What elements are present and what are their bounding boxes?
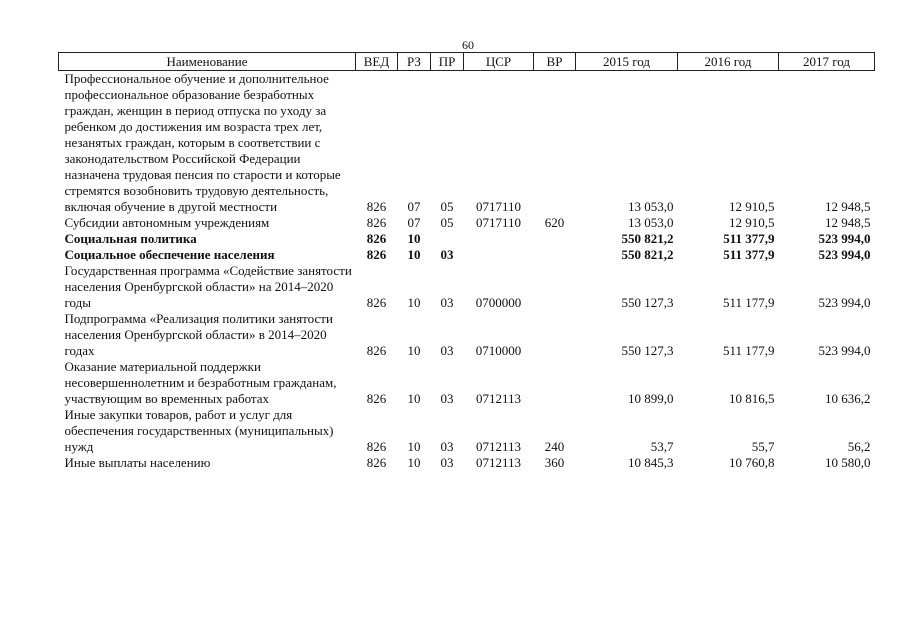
col-header-csr: ЦСР xyxy=(464,53,534,71)
row-ved: 826 xyxy=(366,295,387,310)
row-value-2016: 10 760,8 xyxy=(729,455,775,470)
row-value-2015: 550 127,3 xyxy=(621,295,674,310)
row-ved: 826 xyxy=(366,391,387,406)
row-rz: 10 xyxy=(407,343,421,358)
table-row xyxy=(59,215,875,231)
row-value-2017: 523 994,0 xyxy=(818,295,871,310)
row-csr: 0717110 xyxy=(475,215,522,230)
row-ved: 826 xyxy=(366,343,387,358)
row-vr: 620 xyxy=(544,215,565,230)
row-value-2015: 550 821,2 xyxy=(621,247,674,262)
row-value-2016: 511 377,9 xyxy=(723,231,775,246)
row-pr: 03 xyxy=(440,391,454,406)
row-vr xyxy=(534,263,576,311)
row-value-2016: 12 910,5 xyxy=(729,215,775,230)
row-value-2016: 511 377,9 xyxy=(723,247,775,262)
col-header-rz: РЗ xyxy=(398,53,431,71)
row-vr xyxy=(534,247,576,263)
row-value-2016: 511 177,9 xyxy=(722,295,775,310)
row-ved: 826 xyxy=(366,439,387,454)
row-name: Подпрограмма «Реализация политики занятости населения Оренбургской области» в 2014–2020 годах xyxy=(64,311,333,358)
row-pr: 03 xyxy=(440,439,454,454)
row-vr xyxy=(534,231,576,247)
row-value-2017: 10 636,2 xyxy=(825,391,871,406)
col-header-pr: ПР xyxy=(431,53,464,71)
table-row xyxy=(59,359,875,407)
row-name: Социальная политика xyxy=(64,231,197,246)
row-csr: 0712113 xyxy=(475,391,522,406)
row-vr xyxy=(534,311,576,359)
col-header-vr: ВР xyxy=(534,53,576,71)
table-row xyxy=(59,263,875,311)
row-value-2016: 55,7 xyxy=(751,439,775,454)
table-row xyxy=(59,231,875,247)
row-rz: 07 xyxy=(407,215,421,230)
row-value-2017: 523 994,0 xyxy=(818,343,871,358)
row-value-2016: 12 910,5 xyxy=(729,199,775,214)
row-rz: 10 xyxy=(407,439,421,454)
row-vr xyxy=(534,359,576,407)
row-value-2015: 53,7 xyxy=(650,439,674,454)
row-value-2015: 550 821,2 xyxy=(621,231,674,246)
row-value-2017: 523 994,0 xyxy=(818,247,871,262)
row-pr: 03 xyxy=(440,455,454,470)
row-value-2015: 13 053,0 xyxy=(628,199,674,214)
row-ved: 826 xyxy=(366,199,387,214)
col-header-2015: 2015 год xyxy=(576,53,678,71)
row-value-2015: 10 899,0 xyxy=(628,391,674,406)
row-name: Оказание материальной поддержки несовершеннолетним и безработным гражданам, участвующим во временных работах xyxy=(64,359,337,406)
row-pr: 03 xyxy=(440,247,454,262)
table-row xyxy=(59,407,875,455)
row-rz: 10 xyxy=(407,247,421,262)
page-number: 60 xyxy=(462,38,474,52)
row-rz: 10 xyxy=(407,455,421,470)
row-pr xyxy=(431,231,464,247)
row-value-2016: 10 816,5 xyxy=(729,391,775,406)
row-value-2015: 13 053,0 xyxy=(628,215,674,230)
row-csr: 0712113 xyxy=(475,439,522,454)
table-row xyxy=(59,247,875,263)
row-csr: 0712113 xyxy=(475,455,522,470)
row-csr xyxy=(464,231,534,247)
table-row xyxy=(59,311,875,359)
row-rz: 10 xyxy=(407,231,421,246)
row-value-2017: 10 580,0 xyxy=(825,455,871,470)
table-row xyxy=(59,455,875,471)
row-pr: 05 xyxy=(440,199,454,214)
row-vr: 360 xyxy=(544,455,565,470)
row-name: Профессиональное обучение и дополнительное профессиональное образование безработных граждан, женщин в период отпуска по уходу за ребенком до достижения им возраста трех лет, незанятых граждан, которым в соответствии с законодательством Российской Федерации назначена трудовая пенсия по старости и которые стремятся возобновить трудовую деятельность, включая обучение в другой местности xyxy=(64,71,341,214)
row-csr: 0710000 xyxy=(475,343,522,358)
row-value-2017: 12 948,5 xyxy=(825,215,871,230)
row-pr: 03 xyxy=(440,295,454,310)
row-csr xyxy=(464,247,534,263)
row-value-2017: 56,2 xyxy=(847,439,871,454)
col-header-name: Наименование xyxy=(59,53,356,71)
row-rz: 07 xyxy=(407,199,421,214)
row-name: Социальное обеспечение населения xyxy=(64,247,275,262)
header-row xyxy=(59,53,875,71)
row-vr xyxy=(534,71,576,216)
row-value-2015: 550 127,3 xyxy=(621,343,674,358)
row-value-2015: 10 845,3 xyxy=(628,455,674,470)
row-value-2017: 523 994,0 xyxy=(818,231,871,246)
row-vr: 240 xyxy=(544,439,565,454)
row-value-2016: 511 177,9 xyxy=(722,343,775,358)
row-name: Иные закупки товаров, работ и услуг для обеспечения государственных (муниципальных) нужд xyxy=(64,407,334,454)
row-csr: 0717110 xyxy=(475,199,522,214)
col-header-2017: 2017 год xyxy=(779,53,875,71)
row-name: Иные выплаты населению xyxy=(64,455,211,470)
table-row xyxy=(59,71,875,216)
col-header-2016: 2016 год xyxy=(678,53,779,71)
row-name: Субсидии автономным учреждениям xyxy=(64,215,270,230)
col-header-ved: ВЕД xyxy=(356,53,398,71)
row-ved: 826 xyxy=(366,231,387,246)
row-pr: 05 xyxy=(440,215,454,230)
row-ved: 826 xyxy=(366,215,387,230)
row-value-2017: 12 948,5 xyxy=(825,199,871,214)
budget-table xyxy=(58,52,875,471)
row-rz: 10 xyxy=(407,295,421,310)
row-name: Государственная программа «Содействие занятости населения Оренбургской области» на 2014–2020 годы xyxy=(64,263,352,310)
row-csr: 0700000 xyxy=(475,295,522,310)
row-ved: 826 xyxy=(366,455,387,470)
row-pr: 03 xyxy=(440,343,454,358)
row-rz: 10 xyxy=(407,391,421,406)
row-ved: 826 xyxy=(366,247,387,262)
